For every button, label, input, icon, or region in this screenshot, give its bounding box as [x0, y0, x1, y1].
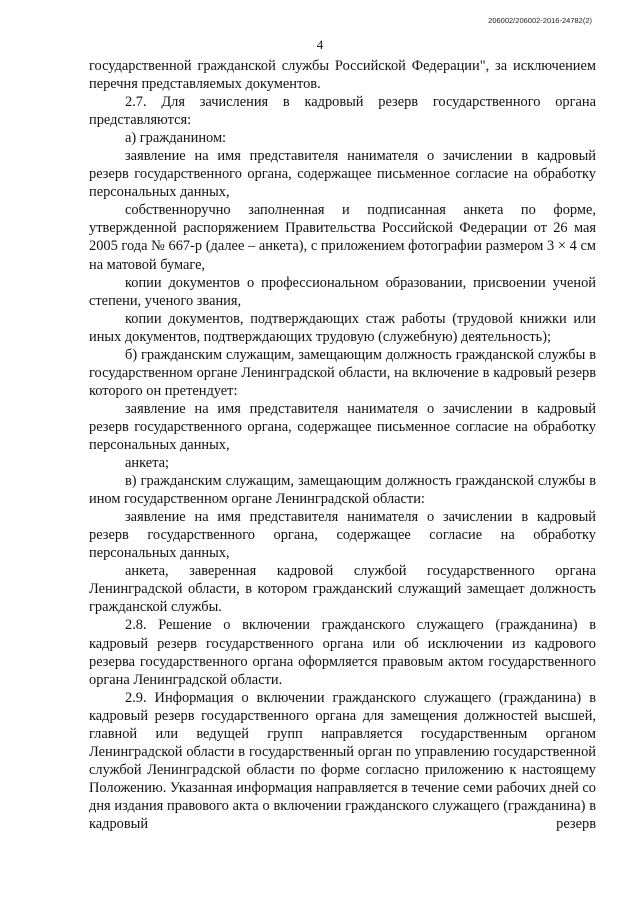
paragraph: копии документов, подтверждающих стаж работы (трудовой книжки или иных документов, подтверждающих трудовую (служебную) деятельность);: [89, 310, 596, 345]
paragraph: 2.9. Информация о включении гражданского служащего (гражданина) в кадровый резерв государственного органа для замещения должностей высшей, главной или ведущей групп направляется государственным органом Ленинградской области в государственный орган по управлению государственной службой Ленинградской области по форме согласно приложению к настоящему Положению. Указанная информация направляется в течение семи рабочих дней со дня издания правового акта о включении гражданского служащего (гражданина) в кадровый резерв: [89, 689, 596, 832]
paragraph: заявление на имя представителя нанимателя о зачислении в кадровый резерв государственного органа, содержащее письменное согласие на обработку персональных данных,: [89, 148, 596, 201]
document-id: 206002/206002-2016-24782(2): [488, 16, 592, 25]
list-item: а) гражданином:: [125, 130, 227, 147]
paragraph: анкета, заверенная кадровой службой государственного органа Ленинградской области, в котором гражданский служащий замещает должность гражданской службы.: [89, 563, 596, 616]
list-item: б) гражданским служащим, замещающим должность гражданской службы в государственном органе Ленинградской области, на включение в кадровый резерв которого он претендует:: [89, 346, 596, 399]
page-number: 4: [316, 37, 324, 52]
paragraph: государственной гражданской службы Российской Федерации", за исключением перечня представляемых документов.: [89, 58, 596, 93]
paragraph: 2.7. Для зачисления в кадровый резерв государственного органа представляются:: [89, 94, 596, 129]
paragraph: копии документов о профессиональном образовании, присвоении ученой степени, ученого звания,: [89, 274, 596, 309]
paragraph: анкета;: [125, 455, 169, 472]
paragraph: заявление на имя представителя нанимателя о зачислении в кадровый резерв государственного органа, содержащее согласие на обработку персональных данных,: [89, 509, 596, 562]
document-body: [89, 57, 596, 833]
paragraph: собственноручно заполненная и подписанная анкета по форме, утвержденной распоряжением Правительства Российской Федерации от 26 мая 2005 года № 667-р (далее – анкета), с приложением фотографии размером 3 × 4 см на матовой бумаге,: [89, 202, 596, 273]
paragraph: заявление на имя представителя нанимателя о зачислении в кадровый резерв государственного органа, содержащее письменное согласие на обработку персональных данных,: [89, 400, 596, 453]
paragraph: 2.8. Решение о включении гражданского служащего (гражданина) в кадровый резерв государственного органа или об исключении из кадрового резерва государственного органа оформляется правовым актом государственного органа Ленинградской области.: [89, 617, 596, 688]
list-item: в) гражданским служащим, замещающим должность гражданской службы в ином государственном органе Ленинградской области:: [89, 473, 596, 508]
